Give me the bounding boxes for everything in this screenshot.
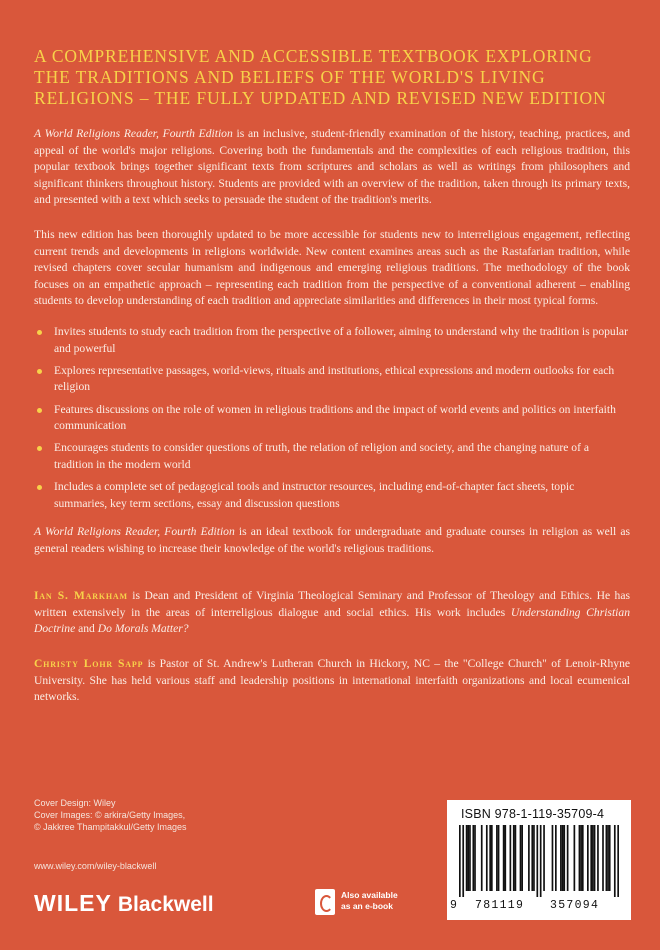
barcode-bar [504, 825, 506, 891]
barcode-bar [531, 825, 533, 891]
wiley-blackwell-logo [34, 890, 214, 917]
barcode-digits: 357094 [550, 899, 600, 912]
author-bio-markham [34, 588, 630, 638]
barcode-bar [606, 825, 608, 891]
blackwell-wordmark: Blackwell [117, 893, 214, 916]
author-name: Christy Lohr Sapp [34, 657, 144, 670]
list-item [34, 440, 630, 473]
ebook-line: as an e-book [341, 901, 393, 911]
list-item-text: Features discussions on the role of women in religious traditions and the impact of world events and politics on interfaith communication [54, 402, 616, 433]
bio-text: and [75, 622, 98, 636]
new-edition-paragraph: This new edition has been thoroughly updated to be more accessible for students new to interreligious engagement, reflecting current trends and developments in religions worldwide. New content examines areas such as the Rastafarian tradition, while revised chapters cover secular humanism and indigenous and emerging religious traditions. The methodology of the book focuses on an empathetic approach – representing each tradition from the perspective of a conventional adherent – enabling students to develop understanding of each tradition and appreciate similarities and differences in their most typical forms. [34, 228, 630, 308]
barcode-bar [459, 825, 461, 897]
author-name: Ian S. Markham [34, 589, 128, 602]
barcode-bar [582, 825, 584, 891]
ebook-badge [315, 887, 415, 921]
cover-credits [34, 797, 187, 833]
closing-text: is an ideal textbook for undergraduate and graduate courses in religion as well as general readers wishing to increase their knowledge of the world's religious traditions. [34, 525, 631, 555]
barcode-bar [597, 825, 599, 891]
barcode-bar [594, 825, 596, 891]
publisher-url[interactable]: www.wiley.com/wiley-blackwell [34, 861, 157, 871]
barcode-bar [510, 825, 512, 891]
book-title: Do Morals Matter? [97, 622, 189, 636]
barcode-bar [498, 825, 500, 891]
bio-text: is Dean and President of Virginia Theological Seminary and Professor of Theology and Ethics. He has written extensively in the areas of interreligious dialogue and social ethics. His work includes [34, 589, 631, 619]
barcode-bar [609, 825, 611, 891]
bullet-icon [37, 446, 42, 451]
headline [34, 46, 634, 109]
barcode-bar [592, 825, 594, 891]
ebook-line: Also available [341, 890, 398, 900]
barcode-bar [469, 825, 471, 891]
credit-line: Cover Images: © arkira/Getty Images, [34, 810, 186, 820]
barcode-bar [552, 825, 554, 891]
barcode-panel [447, 800, 631, 920]
barcode-bar [562, 825, 564, 891]
barcode-bar [567, 825, 569, 891]
barcode-bar [503, 825, 505, 891]
feature-list [34, 324, 630, 518]
barcode-bar [614, 825, 616, 897]
barcode-bar [560, 825, 562, 891]
barcode-bar [521, 825, 523, 891]
credit-line: © Jakkree Thampitakkul/Getty Images [34, 822, 187, 832]
ebook-icon [315, 889, 335, 915]
barcode-bar [474, 825, 476, 891]
book-title: A World Religions Reader, Fourth Edition [34, 525, 235, 538]
list-item [34, 479, 630, 512]
barcode-bar [533, 825, 535, 891]
barcode-bar [513, 825, 515, 891]
barcode-bar [579, 825, 581, 891]
headline-line: A COMPREHENSIVE AND ACCESSIBLE TEXTBOOK EXPLORING [34, 46, 593, 66]
barcode-bar [472, 825, 474, 891]
barcode-bar [563, 825, 565, 891]
barcode-bar [462, 825, 464, 897]
bullet-icon [37, 369, 42, 374]
barcode-bar [489, 825, 491, 891]
barcode-bar [574, 825, 576, 891]
barcode-bar [496, 825, 498, 891]
closing-paragraph [34, 524, 630, 557]
list-item-text: Explores representative passages, world-views, rituals and institutions, ethical expressions and modern outlooks for each religion [54, 363, 615, 394]
list-item [34, 363, 630, 396]
barcode-bar [520, 825, 522, 891]
bullet-icon [37, 408, 42, 413]
barcode-digit: 9 [450, 899, 459, 912]
list-item-text: Includes a complete set of pedagogical tools and instructor resources, including end-of-chapter fact sheets, topic summaries, key term sections, essay and discussion questions [54, 480, 575, 510]
barcode-bar [555, 825, 557, 891]
credit-line: Cover Design: Wiley [34, 798, 116, 808]
bullet-icon [37, 485, 42, 490]
barcode-bar [491, 825, 493, 891]
book-title: A World Religions Reader, Fourth Edition [34, 127, 233, 140]
barcode-bar [602, 825, 604, 891]
wiley-wordmark: WILEY [34, 890, 112, 916]
barcode-bar [528, 825, 530, 891]
barcode-bar [536, 825, 538, 897]
bullet-icon [37, 330, 42, 335]
list-item-text: Invites students to study each tradition from the perspective of a follower, aiming to understand why the tradition is popular and powerful [54, 325, 628, 355]
headline-line: THE TRADITIONS AND BELIEFS OF THE WORLD'S LIVING [34, 67, 546, 87]
bio-text: is Pastor of St. Andrew's Lutheran Church in Hickory, NC – the "College Church" of Lenoir-Rhyne University. She has held various staff and leadership positions in international interfaith organizations and local ecumenical networks. [34, 657, 631, 704]
barcode-bar [617, 825, 619, 897]
isbn-label: ISBN 978-1-119-35709-4 [461, 807, 605, 821]
book-title: Understanding Christian Doctrine [34, 605, 630, 636]
list-item-text: Encourages students to consider questions of truth, the relation of religion and society, and the changing nature of a tradition in the modern world [54, 441, 589, 471]
barcode-bar [580, 825, 582, 891]
list-item [34, 324, 630, 357]
author-bio-sapp [34, 656, 630, 706]
barcode-bar [540, 825, 542, 897]
barcode-bar [590, 825, 592, 891]
barcode-bar [467, 825, 469, 891]
ebook-text [341, 890, 398, 912]
barcode-digits: 781119 [475, 899, 525, 912]
barcode-bar [481, 825, 483, 891]
intro-paragraph [34, 126, 630, 209]
barcode-bar [486, 825, 488, 891]
barcode-bar [515, 825, 517, 891]
headline-line: RELIGIONS – THE FULLY UPDATED AND REVISED NEW EDITION [34, 88, 607, 108]
barcode-bar [543, 825, 545, 891]
intro-text: is an inclusive, student-friendly examination of the history, teaching, practices, and appeal of the world's major religions. Covering both the fundamentals and the complexities of each religious tradition, this popular textbook brings together significant texts from scriptures and scholars as well as writings from philosophers and significant thinkers throughout history. Students are provided with an overview of the tradition, taken through its primary texts, and presented with a text which seeks to persuade the student of the tradition's merits. [34, 127, 630, 207]
barcode-bar [607, 825, 609, 891]
list-item [34, 402, 630, 435]
barcode-bar [466, 825, 468, 891]
barcode-bar [587, 825, 589, 891]
barcode-image [459, 825, 619, 897]
